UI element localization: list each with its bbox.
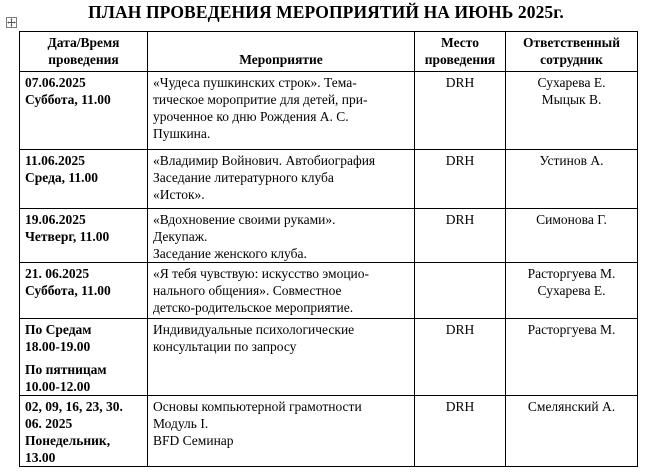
- row-responsible: Смелянский А.: [506, 396, 638, 467]
- events-table: [19, 31, 638, 467]
- row-event: «Чудеса пушкинских строк». Тема- тическое моропритие для детей, при- уроченное ко дню Рождения А. С. Пушкина.: [148, 72, 415, 150]
- row-event: «Вдохновение своими руками». Декупаж. Заседание женского клуба.: [148, 209, 415, 263]
- row-responsible: Симонова Г.: [506, 209, 638, 263]
- header-responsible: Ответственный сотрудник: [506, 32, 638, 72]
- row-place: DRH: [415, 319, 506, 396]
- row-date: По Средам 18.00-19.00 По пятницам 10.00-12.00: [20, 319, 148, 396]
- header-place: Место проведения: [415, 32, 506, 72]
- row-event: Основы компьютерной грамотности Модуль I. BFD Семинар: [148, 396, 415, 467]
- row-responsible: Устинов А.: [506, 150, 638, 209]
- row-place: DRH: [415, 396, 506, 467]
- table-row: [20, 72, 638, 150]
- row-place: DRH: [415, 72, 506, 150]
- row-event: «Владимир Войнович. Автобиография Заседание литературного клуба «Исток».: [148, 150, 415, 209]
- table-row: [20, 396, 638, 467]
- row-date: 21. 06.2025 Суббота, 11.00: [20, 263, 148, 319]
- row-place: [415, 263, 506, 319]
- table-row: [20, 263, 638, 319]
- row-date: 07.06.2025 Суббота, 11.00: [20, 72, 148, 150]
- row-responsible: Сухарева Е. Мыцык В.: [506, 72, 638, 150]
- table-row: [20, 209, 638, 263]
- row-date: 11.06.2025 Среда, 11.00: [20, 150, 148, 209]
- page-title: ПЛАН ПРОВЕДЕНИЯ МЕРОПРИЯТИЙ НА ИЮНЬ 2025г.: [88, 2, 564, 22]
- row-date: 02, 09, 16, 23, 30. 06. 2025 Понедельник, 13.00: [20, 396, 148, 467]
- row-event: «Я тебя чувствую: искусство эмоцио- нального общения». Совместное детско-родительское мероприятие.: [148, 263, 415, 319]
- header-event: Мероприятие: [148, 32, 415, 72]
- table-row: [20, 150, 638, 209]
- row-responsible: Расторгуева М.: [506, 319, 638, 396]
- row-date: 19.06.2025 Четверг, 11.00: [20, 209, 148, 263]
- row-place: DRH: [415, 209, 506, 263]
- table-row: [20, 319, 638, 396]
- table-move-handle-icon[interactable]: [6, 17, 17, 28]
- row-responsible: Расторгуева М. Сухарева Е.: [506, 263, 638, 319]
- row-event: Индивидуальные психологические консультации по запросу: [148, 319, 415, 396]
- table-header-row: [20, 32, 638, 72]
- header-date: Дата/Время проведения: [20, 32, 148, 72]
- row-place: DRH: [415, 150, 506, 209]
